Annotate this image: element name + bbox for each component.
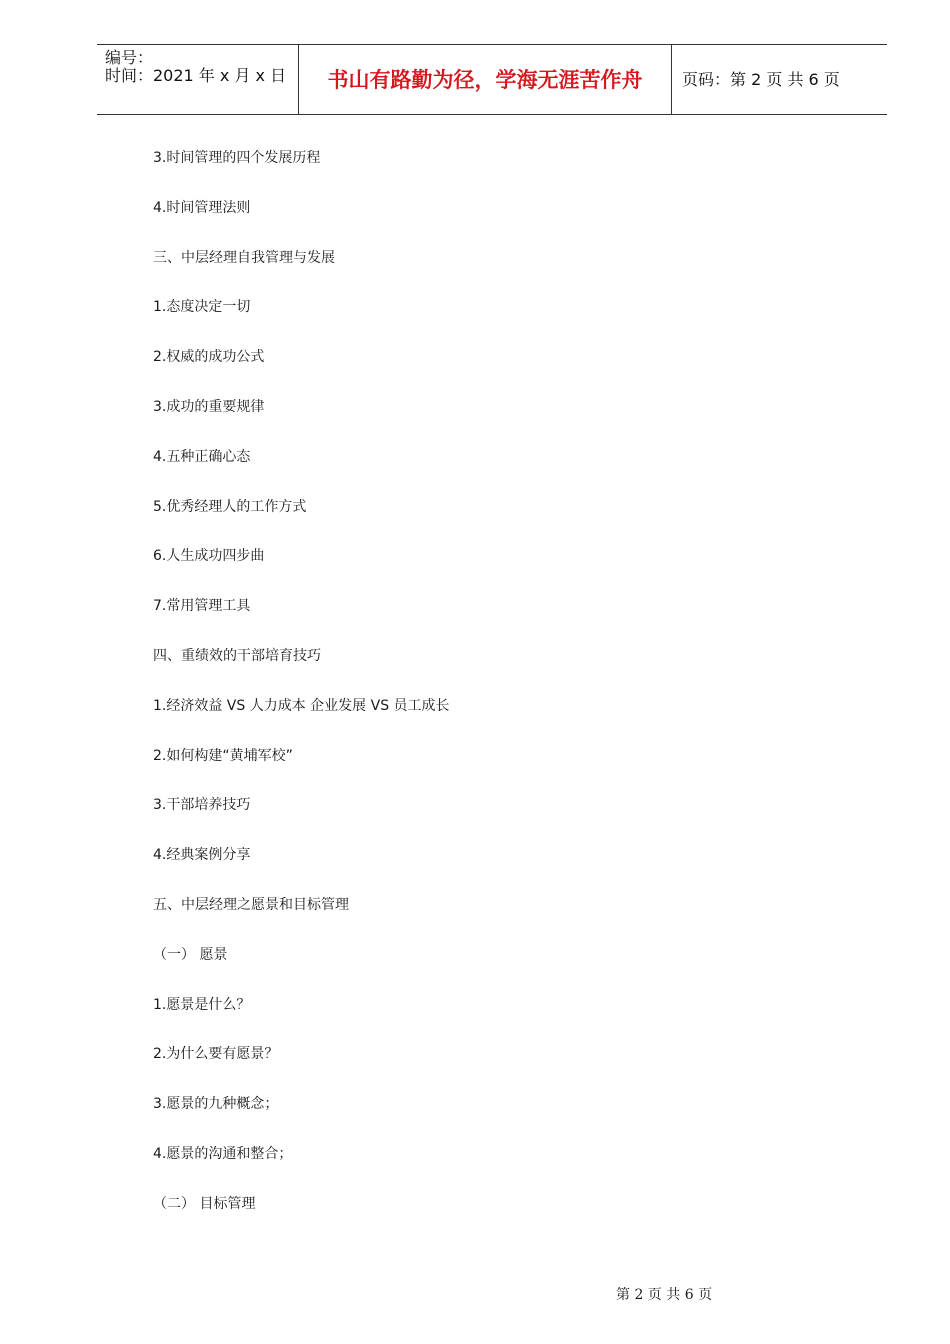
document-header bbox=[97, 44, 887, 115]
outline-item: 4.经典案例分享 bbox=[153, 847, 251, 864]
section-heading: 四、重绩效的干部培育技巧 bbox=[153, 647, 321, 664]
outline-item: 2.权威的成功公式 bbox=[153, 349, 265, 366]
outline-item: 1.愿景是什么？ bbox=[153, 996, 251, 1013]
document-code-label: 编号： bbox=[105, 48, 154, 67]
header-page-cell bbox=[672, 45, 887, 114]
outline-item: 3.愿景的九种概念； bbox=[153, 1096, 279, 1113]
header-motto-cell bbox=[299, 45, 672, 114]
outline-item: 7.常用管理工具 bbox=[153, 598, 251, 615]
outline-item: 3.干部培养技巧 bbox=[153, 797, 251, 814]
outline-item: 6.人生成功四步曲 bbox=[153, 548, 265, 565]
outline-item: 1.态度决定一切 bbox=[153, 299, 251, 316]
course-outline bbox=[153, 148, 450, 1244]
outline-item: 4.五种正确心态 bbox=[153, 448, 251, 465]
subsection-heading: （二） 目标管理 bbox=[153, 1195, 256, 1212]
outline-item: 4.愿景的沟通和整合； bbox=[153, 1145, 293, 1162]
section-heading: 三、中层经理自我管理与发展 bbox=[153, 249, 335, 266]
page-footer: 第 2 页 共 6 页 bbox=[616, 1287, 713, 1303]
subsection-heading: （一） 愿景 bbox=[153, 946, 228, 963]
outline-item: 3.时间管理的四个发展历程 bbox=[153, 150, 321, 166]
header-meta-cell bbox=[97, 45, 299, 114]
outline-item: 4.时间管理法则 bbox=[153, 199, 251, 216]
header-motto: 书山有路勤为径，学海无涯苦作舟 bbox=[327, 68, 643, 92]
outline-item: 1.经济效益 VS 人力成本 企业发展 VS 员工成长 bbox=[153, 697, 450, 714]
header-page-info: 页码：第 2 页 共 6 页 bbox=[682, 70, 840, 89]
document-date: 时间：2021 年 x 月 x 日 bbox=[105, 66, 287, 85]
outline-item: 5.优秀经理人的工作方式 bbox=[153, 498, 307, 515]
outline-item: 2.如何构建“黄埔军校” bbox=[153, 747, 293, 764]
section-heading: 五、中层经理之愿景和目标管理 bbox=[153, 896, 349, 913]
outline-item: 3.成功的重要规律 bbox=[153, 398, 265, 415]
outline-item: 2.为什么要有愿景？ bbox=[153, 1046, 279, 1063]
